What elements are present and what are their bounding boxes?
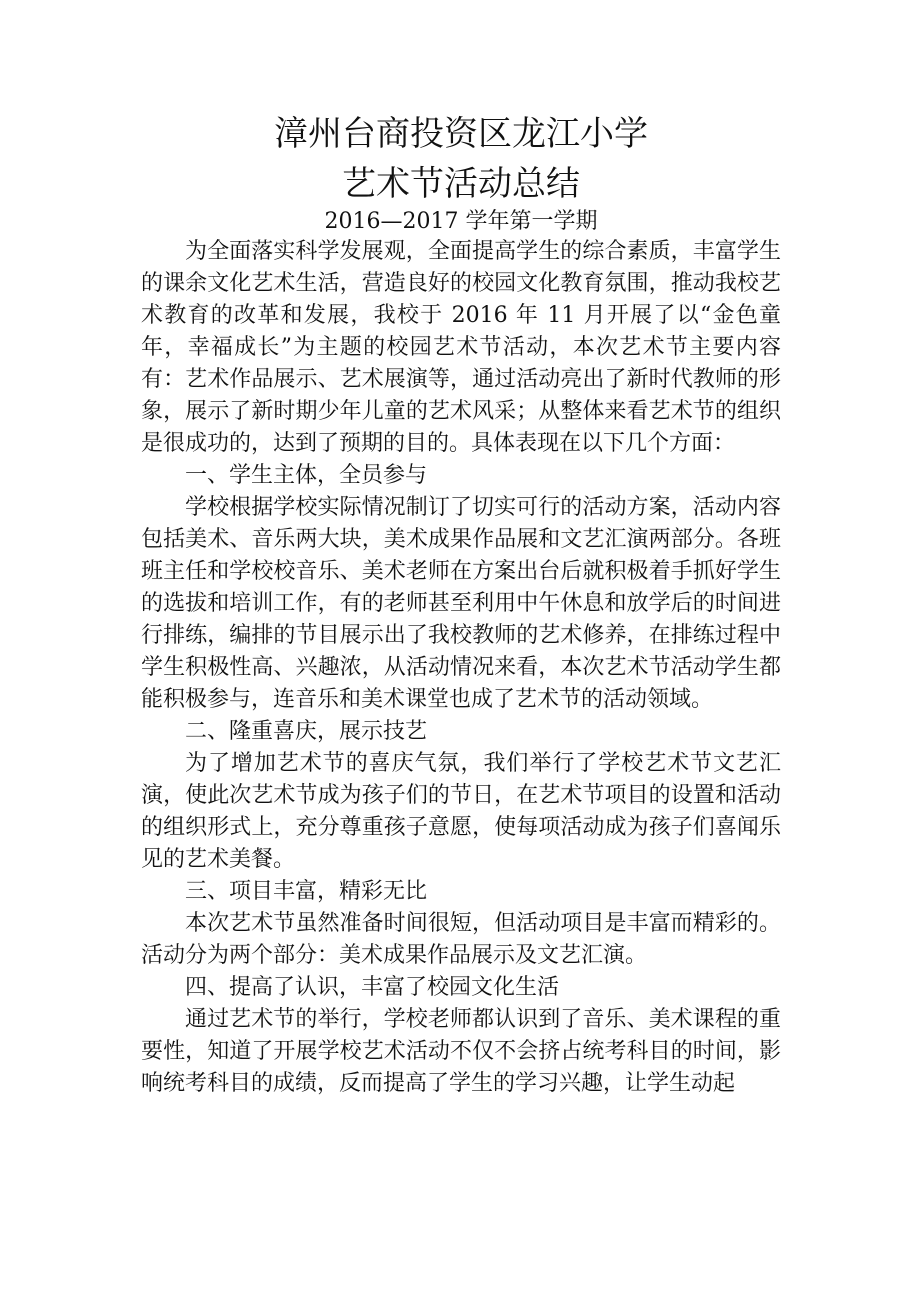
document-page [141,112,781,1100]
section-paragraph-4: 通过艺术节的举行，学校老师都认识到了音乐、美术课程的重要性，知道了开展学校艺术活动不仅不会挤占统考科目的时间，影响统考科目的成绩，反而提高了学生的学习兴趣，让学生动起 [141,1007,781,1096]
document-title-line1: 漳州台商投资区龙江小学 [274,114,648,154]
intro-paragraph: 为全面落实科学发展观，全面提高学生的综合素质，丰富学生的课余文化艺术生活，营造良好的校园文化教育氛围，推动我校艺术教育的改革和发展，我校于 2016 年 11 月开展了以“金色童年，幸福成长”为主题的校园艺术节活动，本次艺术节主要内容有：艺术作品展示、艺术展演等，通过活动亮出了新时代教师的形象，展示了新时期少年儿童的艺术风采；从整体来看艺术节的组织是很成功的，达到了预期的目的。具体表现在以下几个方面： [141,239,781,456]
section-heading-2: 二、隆重喜庆，展示技艺 [185,719,428,744]
section-paragraph-1: 学校根据学校实际情况制订了切实可行的活动方案，活动内容包括美术、音乐两大块，美术成果作品展和文艺汇演两部分。各班班主任和学校校音乐、美术老师在方案出台后就积极着手抓好学生的选拔和培训工作，有的老师甚至利用中午休息和放学后的时间进行排练，编排的节目展示出了我校教师的艺术修养，在排练过程中学生积极性高、兴趣浓，从活动情况来看，本次艺术节活动学生都能积极参与，连音乐和美术课堂也成了艺术节的活动领域。 [141,495,781,712]
document-subtitle: 2016—2017 学年第一学期 [324,209,598,234]
document-title-line2: 艺术节活动总结 [342,164,580,204]
section-paragraph-3: 本次艺术节虽然准备时间很短，但活动项目是丰富而精彩的。活动分为两个部分：美术成果作品展示及文艺汇演。 [141,911,781,968]
section-heading-3: 三、项目丰富，精彩无比 [185,879,428,904]
section-heading-4: 四、提高了认识，丰富了校园文化生活 [185,975,560,1000]
section-paragraph-2: 为了增加艺术节的喜庆气氛，我们举行了学校艺术节文艺汇演，使此次艺术节成为孩子们的节日，在艺术节项目的设置和活动的组织形式上，充分尊重孩子意愿，使每项活动成为孩子们喜闻乐见的艺术美餐。 [141,751,781,872]
section-heading-1: 一、学生主体，全员参与 [185,463,428,488]
